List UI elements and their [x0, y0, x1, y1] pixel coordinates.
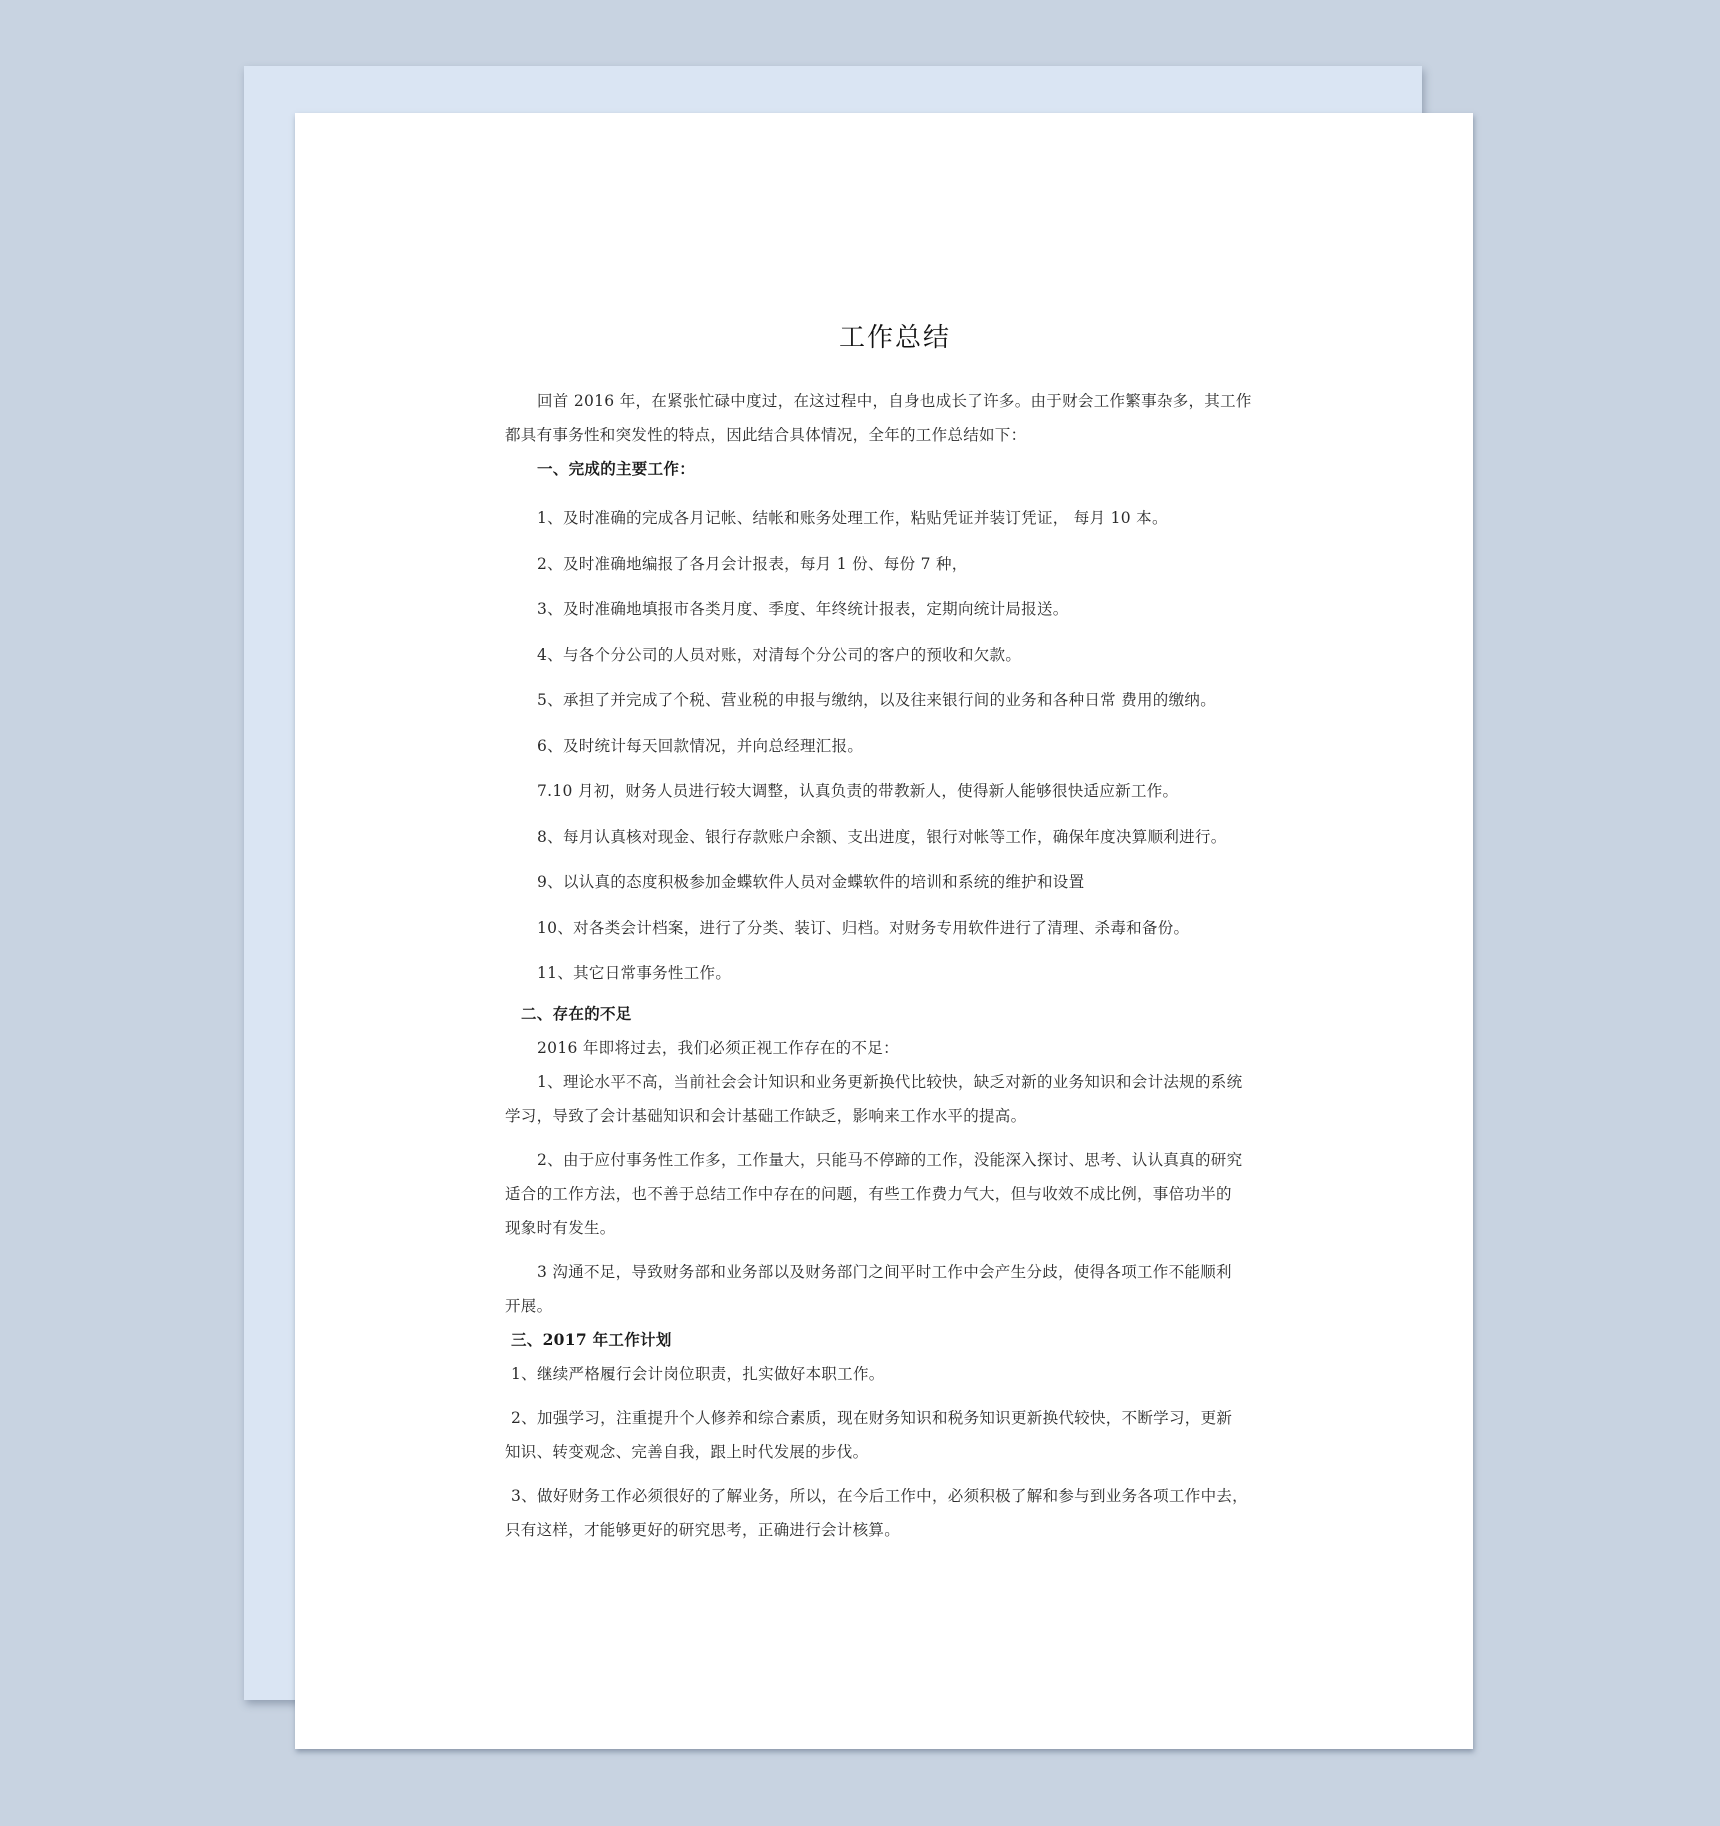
section-2-heading: 二、存在的不足	[521, 1003, 632, 1023]
list-item-line: 2、由于应付事务性工作多，工作量大，只能马不停蹄的工作，没能深入探讨、思考、认认真真的研究	[537, 1150, 1243, 1169]
list-item-line: 知识、转变观念、完善自我，跟上时代发展的步伐。	[505, 1442, 869, 1461]
section-1-heading: 一、完成的主要工作：	[537, 459, 696, 478]
list-item: 6、及时统计每天回款情况，并向总经理汇报。	[537, 736, 864, 755]
section-1-list	[505, 496, 1275, 997]
section-2-intro: 2016 年即将过去，我们必须正视工作存在的不足：	[537, 1038, 899, 1057]
list-item: 11、其它日常事务性工作。	[537, 964, 732, 982]
list-item-line: 1、理论水平不高，当前社会会计知识和业务更新换代比较快，缺乏对新的业务知识和会计法规的系统	[537, 1072, 1243, 1091]
section-3-heading: 三、2017 年工作计划	[511, 1329, 672, 1349]
list-item-line: 只有这样，才能够更好的研究思考，正确进行会计核算。	[505, 1520, 901, 1539]
list-item: 3、及时准确地填报市各类月度、季度、年终统计报表，定期向统计局报送。	[537, 600, 1069, 618]
list-item: 8、每月认真核对现金、银行存款账户余额、支出进度，银行对帐等工作，确保年度决算顺利进行。	[537, 827, 1227, 846]
list-item: 1、及时准确的完成各月记帐、结帐和账务处理工作，粘贴凭证并装订凭证， 每月 10 本。	[537, 509, 1168, 527]
list-item-line: 3 沟通不足，导致财务部和业务部以及财务部门之间平时工作中会产生分歧，使得各项工作不能顺利	[537, 1262, 1232, 1281]
list-item: 7.10 月初，财务人员进行较大调整，认真负责的带教新人，使得新人能够很快适应新工作。	[537, 782, 1179, 800]
document-body	[505, 318, 1275, 1547]
document-title: 工作总结	[838, 323, 951, 353]
intro-line-1: 回首 2016 年，在紧张忙碌中度过，在这过程中，自身也成长了许多。由于财会工作繁事杂多，其工作	[537, 392, 1252, 410]
list-item-line: 1、继续严格履行会计岗位职责，扎实做好本职工作。	[511, 1364, 885, 1383]
list-item: 2、及时准确地编报了各月会计报表，每月 1 份、每份 7 种，	[537, 554, 968, 573]
list-item-line: 2、加强学习，注重提升个人修养和综合素质，现在财务知识和税务知识更新换代较快，不断学习，更新	[511, 1408, 1233, 1427]
intro-line-2: 都具有事务性和突发性的特点，因此结合具体情况，全年的工作总结如下：	[505, 426, 1027, 444]
section-3-list	[505, 1357, 1275, 1547]
list-item-line: 3、做好财务工作必须很好的了解业务，所以，在今后工作中，必须积极了解和参与到业务各项工作中去，	[511, 1486, 1248, 1505]
list-item-line: 适合的工作方法，也不善于总结工作中存在的问题，有些工作费力气大，但与收效不成比例，事倍功半的	[505, 1184, 1232, 1203]
list-item: 4、与各个分公司的人员对账，对清每个分公司的客户的预收和欠款。	[537, 645, 1022, 664]
list-item: 5、承担了并完成了个税、营业税的申报与缴纳，以及往来银行间的业务和各种日常 费用的缴纳。	[537, 691, 1216, 709]
list-item-line: 学习，导致了会计基础知识和会计基础工作缺乏，影响来工作水平的提高。	[505, 1106, 1027, 1125]
list-item: 9、以认真的态度积极参加金蝶软件人员对金蝶软件的培训和系统的维护和设置	[537, 873, 1085, 891]
list-item-line: 开展。	[505, 1296, 553, 1315]
list-item: 10、对各类会计档案，进行了分类、装订、归档。对财务专用软件进行了清理、杀毒和备份。	[537, 918, 1190, 937]
list-item-line: 现象时有发生。	[505, 1218, 616, 1237]
section-2-list	[505, 1065, 1275, 1323]
